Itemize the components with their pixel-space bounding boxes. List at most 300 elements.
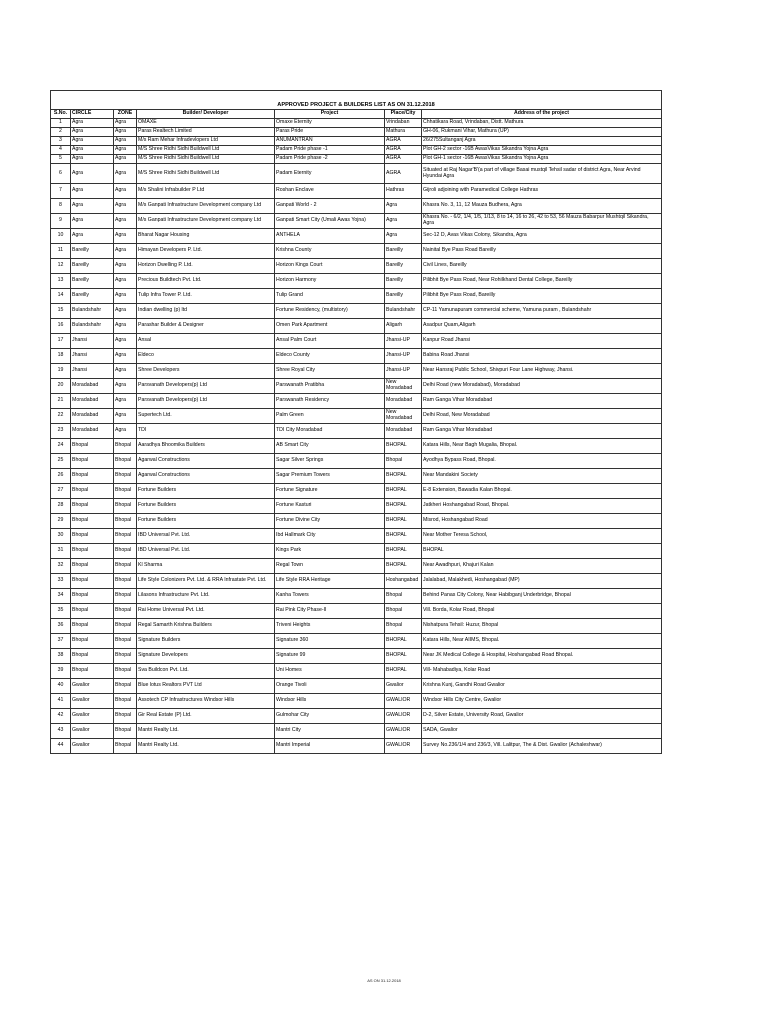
page-footer: AS ON 31.12.2018 <box>367 978 401 983</box>
cell-place: New Moradabad <box>385 409 422 424</box>
cell-project: AB Smart City <box>275 439 385 454</box>
table-row <box>51 634 662 649</box>
cell-place: Bhopal <box>385 589 422 604</box>
table-row <box>51 514 662 529</box>
cell-builder: M/s Ram Mehar Infradevlopers Ltd <box>137 137 275 146</box>
table-title: APPROVED PROJECT & BUILDERS LIST AS ON 31.12.2018 <box>50 90 662 109</box>
cell-sno: 14 <box>51 289 71 304</box>
table-row <box>51 649 662 664</box>
cell-project: Paras Pride <box>275 128 385 137</box>
cell-zone: Bhopal <box>114 739 137 754</box>
cell-project: Ansal Palm Court <box>275 334 385 349</box>
cell-place: BHOPAL <box>385 439 422 454</box>
cell-place: Jhansi-UP <box>385 364 422 379</box>
cell-place: Aligarh <box>385 319 422 334</box>
cell-project: Orange Tivoli <box>275 679 385 694</box>
cell-project: Horizon Kings Court <box>275 259 385 274</box>
cell-circle: Bhopal <box>71 634 114 649</box>
cell-place: Bhopal <box>385 604 422 619</box>
cell-zone: Agra <box>114 409 137 424</box>
cell-zone: Bhopal <box>114 679 137 694</box>
cell-sno: 36 <box>51 619 71 634</box>
cell-project: Mantri Imperial <box>275 739 385 754</box>
cell-circle: Jhansi <box>71 334 114 349</box>
table-row <box>51 199 662 214</box>
cell-place: AGRA <box>385 164 422 184</box>
cell-zone: Bhopal <box>114 634 137 649</box>
cell-circle: Bhopal <box>71 529 114 544</box>
cell-address: Ram Ganga Vihar Moradabad <box>422 424 662 439</box>
cell-circle: Moradabad <box>71 424 114 439</box>
cell-place: AGRA <box>385 155 422 164</box>
cell-sno: 30 <box>51 529 71 544</box>
cell-address: Babina Road Jhansi <box>422 349 662 364</box>
cell-place: BHOPAL <box>385 649 422 664</box>
cell-zone: Bhopal <box>114 454 137 469</box>
cell-project: Tulip Grand <box>275 289 385 304</box>
cell-address: Khasra No. - 6/2, 1/4, 1/5, 1/13, 8 to 14, 16 to 26, 42 to 53, 56 Mauza Babarpur Mushtqil Sikandra, Agra <box>422 214 662 229</box>
cell-sno: 19 <box>51 364 71 379</box>
column-header-place: Place/City <box>385 110 422 119</box>
cell-zone: Agra <box>114 128 137 137</box>
table-row <box>51 229 662 244</box>
cell-zone: Bhopal <box>114 709 137 724</box>
cell-builder: Sva Buildcon Pvt. Ltd. <box>137 664 275 679</box>
table-row <box>51 364 662 379</box>
cell-circle: Bhopal <box>71 619 114 634</box>
cell-address: Misrod, Hoshangabad Road <box>422 514 662 529</box>
cell-circle: Agra <box>71 137 114 146</box>
cell-address: Vill- Mahabadiya, Kolar Road <box>422 664 662 679</box>
cell-builder: Blue lotus Realtors PVT Ltd <box>137 679 275 694</box>
cell-circle: Bhopal <box>71 454 114 469</box>
cell-address: Near Mother Teresa School, <box>422 529 662 544</box>
table-row <box>51 214 662 229</box>
cell-builder: M/s Ganpati Infrastructure Development company Ltd <box>137 214 275 229</box>
cell-address: D-2, Silver Estate, University Road, Gwalior <box>422 709 662 724</box>
cell-project: Fortune Residency, (multistory) <box>275 304 385 319</box>
table-row <box>51 529 662 544</box>
cell-address: Khasra No. 3, 11, 12 Mauza Budhera, Agra <box>422 199 662 214</box>
cell-zone: Agra <box>114 146 137 155</box>
cell-address: Pilibhit Bye Pass Road, Near Rohilkhand Dental College, Bareilly <box>422 274 662 289</box>
cell-sno: 40 <box>51 679 71 694</box>
cell-circle: Bulandshahr <box>71 304 114 319</box>
table-row <box>51 589 662 604</box>
cell-circle: Agra <box>71 155 114 164</box>
column-header-address: Address of the project <box>422 110 662 119</box>
cell-address: Near Awadhpuri, Khajuri Kalan <box>422 559 662 574</box>
cell-zone: Agra <box>114 424 137 439</box>
cell-circle: Bhopal <box>71 439 114 454</box>
cell-project: Ibd Hallmark City <box>275 529 385 544</box>
cell-zone: Agra <box>114 155 137 164</box>
cell-sno: 1 <box>51 119 71 128</box>
cell-place: Jhansi-UP <box>385 334 422 349</box>
cell-sno: 18 <box>51 349 71 364</box>
cell-zone: Bhopal <box>114 469 137 484</box>
cell-project: Krishna County <box>275 244 385 259</box>
cell-zone: Agra <box>114 137 137 146</box>
cell-address: Situated at Raj Nagar'B'(a part of village Basai mustqil Tehsil sadar of district Agra, Near Arvind Hyundai Agra <box>422 164 662 184</box>
cell-sno: 34 <box>51 589 71 604</box>
cell-circle: Bhopal <box>71 514 114 529</box>
cell-builder: Assotech CP Infrastructures Windsor Hills <box>137 694 275 709</box>
table-row <box>51 709 662 724</box>
table-row <box>51 724 662 739</box>
cell-project: Rai Pink City Phase-II <box>275 604 385 619</box>
cell-sno: 10 <box>51 229 71 244</box>
cell-address: Krishna Kunj, Gandhi Road Gwalior <box>422 679 662 694</box>
cell-place: Bareilly <box>385 289 422 304</box>
cell-sno: 8 <box>51 199 71 214</box>
cell-sno: 2 <box>51 128 71 137</box>
cell-zone: Bhopal <box>114 439 137 454</box>
cell-builder: Mantri Realty Ltd. <box>137 739 275 754</box>
table-row <box>51 128 662 137</box>
cell-place: BHOPAL <box>385 469 422 484</box>
table-row <box>51 379 662 394</box>
cell-circle: Bhopal <box>71 604 114 619</box>
cell-builder: Eldeco <box>137 349 275 364</box>
cell-zone: Agra <box>114 334 137 349</box>
cell-zone: Agra <box>114 199 137 214</box>
cell-zone: Bhopal <box>114 724 137 739</box>
cell-sno: 3 <box>51 137 71 146</box>
cell-address: SADA, Gwalior <box>422 724 662 739</box>
cell-place: BHOPAL <box>385 499 422 514</box>
cell-address: Kanpur Road Jhansi <box>422 334 662 349</box>
cell-place: BHOPAL <box>385 529 422 544</box>
cell-address: Behind Panas City Colony, Near Habibganj Underbridge, Bhopal <box>422 589 662 604</box>
cell-address: Sec-12 D, Avas Vikas Colony, Sikandra, Agra <box>422 229 662 244</box>
cell-builder: Fortune Builders <box>137 499 275 514</box>
cell-place: AGRA <box>385 137 422 146</box>
table-row <box>51 319 662 334</box>
cell-builder: M/s Shalini Infrabuilder P Ltd <box>137 184 275 199</box>
cell-place: Bhopal <box>385 619 422 634</box>
cell-circle: Agra <box>71 229 114 244</box>
cell-builder: Supertech Ltd. <box>137 409 275 424</box>
cell-address: Near JK Medical College & Hospital, Hoshangabad Road Bhopal. <box>422 649 662 664</box>
cell-place: Bulandshahr <box>385 304 422 319</box>
column-header-zone: ZONE <box>114 110 137 119</box>
cell-builder: Precious Buildtech Pvt. Ltd. <box>137 274 275 289</box>
cell-builder: Fortune Builders <box>137 514 275 529</box>
cell-address: Delhi Road (new Moradabad), Moradabad <box>422 379 662 394</box>
cell-project: Palm Green <box>275 409 385 424</box>
cell-place: GWALIOR <box>385 694 422 709</box>
column-header-sno: S.No. <box>51 110 71 119</box>
cell-project: ANTHELA <box>275 229 385 244</box>
cell-zone: Bhopal <box>114 484 137 499</box>
cell-project: Horizon Harmony <box>275 274 385 289</box>
cell-builder: Agarwal Constructions <box>137 454 275 469</box>
cell-sno: 33 <box>51 574 71 589</box>
cell-zone: Bhopal <box>114 514 137 529</box>
cell-circle: Bareilly <box>71 289 114 304</box>
cell-zone: Agra <box>114 274 137 289</box>
cell-sno: 27 <box>51 484 71 499</box>
cell-zone: Agra <box>114 319 137 334</box>
cell-project: Roshan Enclave <box>275 184 385 199</box>
cell-sno: 35 <box>51 604 71 619</box>
cell-place: BHOPAL <box>385 514 422 529</box>
cell-address: Katara Hills, Near AIIMS, Bhopal. <box>422 634 662 649</box>
table-row <box>51 544 662 559</box>
cell-project: Kings Park <box>275 544 385 559</box>
cell-builder: M/S Shree Ridhi Sidhi Buildwell Ltd <box>137 146 275 155</box>
cell-sno: 22 <box>51 409 71 424</box>
cell-sno: 24 <box>51 439 71 454</box>
table-row <box>51 664 662 679</box>
table-row <box>51 137 662 146</box>
cell-project: Windsor Hills <box>275 694 385 709</box>
cell-project: Mantri City <box>275 724 385 739</box>
table-row <box>51 559 662 574</box>
cell-project: Gulmohar City <box>275 709 385 724</box>
cell-zone: Agra <box>114 259 137 274</box>
cell-builder: Paras Realtech Limited <box>137 128 275 137</box>
cell-place: GWALIOR <box>385 724 422 739</box>
cell-builder: M/S Shree Ridhi Sidhi Buildwell Ltd <box>137 164 275 184</box>
cell-address: Jatkheri Hoshangabad Road, Bhopal. <box>422 499 662 514</box>
cell-place: BHOPAL <box>385 544 422 559</box>
cell-project: Padam Pride phase -2 <box>275 155 385 164</box>
cell-zone: Agra <box>114 164 137 184</box>
cell-sno: 23 <box>51 424 71 439</box>
cell-address: Plot GH-1 sector -16B AwasVikas Sikandra Yojna Agra <box>422 155 662 164</box>
cell-circle: Bulandshahr <box>71 319 114 334</box>
cell-circle: Moradabad <box>71 379 114 394</box>
cell-sno: 9 <box>51 214 71 229</box>
cell-circle: Jhansi <box>71 349 114 364</box>
cell-address: 26/275Sultanganj Agra <box>422 137 662 146</box>
cell-project: Uni Homes <box>275 664 385 679</box>
project-list-sheet <box>50 90 661 754</box>
cell-circle: Gwalior <box>71 694 114 709</box>
cell-builder: Horizon Dwelling P. Ltd. <box>137 259 275 274</box>
cell-zone: Bhopal <box>114 694 137 709</box>
cell-zone: Bhopal <box>114 619 137 634</box>
cell-project: Kanha Towers <box>275 589 385 604</box>
cell-builder: Bharat Nagar Housing <box>137 229 275 244</box>
cell-builder: Indian dwelling (p) ltd <box>137 304 275 319</box>
table-row <box>51 244 662 259</box>
cell-address: GH-06, Rukmani Vihar, Mathura (UP) <box>422 128 662 137</box>
cell-zone: Agra <box>114 304 137 319</box>
cell-sno: 15 <box>51 304 71 319</box>
cell-project: Padam Eternity <box>275 164 385 184</box>
cell-circle: Agra <box>71 128 114 137</box>
cell-place: Bhopal <box>385 454 422 469</box>
cell-place: Bareilly <box>385 274 422 289</box>
table-row <box>51 574 662 589</box>
cell-project: Parswanath Pratibha <box>275 379 385 394</box>
cell-builder: Signature Developers <box>137 649 275 664</box>
cell-project: Triveni Heights <box>275 619 385 634</box>
cell-project: Life Style RRA Heritage <box>275 574 385 589</box>
projects-table <box>50 90 662 754</box>
table-row <box>51 349 662 364</box>
cell-sno: 13 <box>51 274 71 289</box>
cell-place: Moradabad <box>385 394 422 409</box>
cell-sno: 29 <box>51 514 71 529</box>
cell-sno: 20 <box>51 379 71 394</box>
cell-zone: Bhopal <box>114 559 137 574</box>
cell-address: Vill. Borda, Kolar Road, Bhopal <box>422 604 662 619</box>
cell-address: Asadpur Quam,Aligarh <box>422 319 662 334</box>
cell-place: BHOPAL <box>385 634 422 649</box>
table-row <box>51 146 662 155</box>
cell-project: Signature 99 <box>275 649 385 664</box>
table-row <box>51 469 662 484</box>
table-row <box>51 604 662 619</box>
cell-address: CP-11 Yamunapuram commercial scheme, Yamuna puram , Bulandshahr <box>422 304 662 319</box>
cell-circle: Moradabad <box>71 394 114 409</box>
cell-builder: Rai Home Universal Pvt. Ltd. <box>137 604 275 619</box>
cell-sno: 38 <box>51 649 71 664</box>
cell-builder: IBD Universal Pvt. Ltd. <box>137 544 275 559</box>
cell-circle: Agra <box>71 199 114 214</box>
cell-address: Nishatpura Tehsil: Huzur, Bhopal <box>422 619 662 634</box>
cell-project: Eldeco County <box>275 349 385 364</box>
cell-builder: Fortune Builders <box>137 484 275 499</box>
cell-sno: 12 <box>51 259 71 274</box>
table-row <box>51 679 662 694</box>
cell-sno: 31 <box>51 544 71 559</box>
cell-builder: Agarwal Constructions <box>137 469 275 484</box>
cell-project: Parswanath Residency <box>275 394 385 409</box>
table-row <box>51 184 662 199</box>
cell-builder: M/s Ganpati Infrastructure Development company Ltd <box>137 199 275 214</box>
cell-circle: Bhopal <box>71 589 114 604</box>
cell-builder: Signature Builders <box>137 634 275 649</box>
cell-sno: 25 <box>51 454 71 469</box>
cell-builder: Life Style Colonizers Pvt. Ltd. & RRA Infrastate Pvt. Ltd. <box>137 574 275 589</box>
cell-place: Bareilly <box>385 259 422 274</box>
table-row <box>51 454 662 469</box>
cell-zone: Bhopal <box>114 544 137 559</box>
cell-builder: IBD Universal Pvt. Ltd. <box>137 529 275 544</box>
cell-circle: Agra <box>71 184 114 199</box>
cell-circle: Bhopal <box>71 559 114 574</box>
cell-circle: Bareilly <box>71 274 114 289</box>
cell-builder: Aaradhya Bhoomika Builders <box>137 439 275 454</box>
cell-project: Sagar Silver Springs <box>275 454 385 469</box>
cell-place: Jhansi-UP <box>385 349 422 364</box>
cell-builder: Parsvanath Developers(p) Ltd <box>137 394 275 409</box>
column-header-builder: Builder/ Developer <box>137 110 275 119</box>
cell-address: Delhi Road, New Moradabad <box>422 409 662 424</box>
cell-address: Plot GH-2 sector -16B AwasVikas Sikandra Yojna Agra <box>422 146 662 155</box>
cell-place: BHOPAL <box>385 664 422 679</box>
table-row <box>51 274 662 289</box>
cell-address: Chhatikara Road, Vrindaban, Distt. Mathura <box>422 119 662 128</box>
cell-circle: Bareilly <box>71 259 114 274</box>
cell-zone: Bhopal <box>114 589 137 604</box>
cell-project: Fortune Signature <box>275 484 385 499</box>
cell-builder: Ansal <box>137 334 275 349</box>
cell-zone: Agra <box>114 244 137 259</box>
cell-address: E-8 Extension, Bawadia Kalan Bhopal. <box>422 484 662 499</box>
cell-place: Hathras <box>385 184 422 199</box>
table-row <box>51 424 662 439</box>
cell-zone: Bhopal <box>114 499 137 514</box>
cell-place: Vrindaban <box>385 119 422 128</box>
cell-place: GWALIOR <box>385 709 422 724</box>
cell-builder: Lilasons Infrastructure Pvt. Ltd. <box>137 589 275 604</box>
cell-zone: Bhopal <box>114 649 137 664</box>
cell-circle: Jhansi <box>71 364 114 379</box>
cell-circle: Gwalior <box>71 724 114 739</box>
cell-address: Ram Ganga Vihar Moradabad <box>422 394 662 409</box>
header-row <box>51 110 662 119</box>
cell-project: Omen Park Apartment <box>275 319 385 334</box>
cell-address: Ayodhya Bypass Road, Bhopal. <box>422 454 662 469</box>
cell-builder: TDI <box>137 424 275 439</box>
cell-place: GWALIOR <box>385 739 422 754</box>
cell-address: Near Mandakini Society <box>422 469 662 484</box>
cell-project: Fortune Divine City <box>275 514 385 529</box>
cell-circle: Bhopal <box>71 469 114 484</box>
cell-circle: Gwalior <box>71 739 114 754</box>
cell-place: Mathura <box>385 128 422 137</box>
cell-place: Agra <box>385 229 422 244</box>
cell-sno: 16 <box>51 319 71 334</box>
cell-sno: 17 <box>51 334 71 349</box>
cell-zone: Bhopal <box>114 604 137 619</box>
cell-address: Windsor Hills City Centre, Gwalior <box>422 694 662 709</box>
cell-zone: Bhopal <box>114 664 137 679</box>
cell-circle: Agra <box>71 119 114 128</box>
cell-zone: Agra <box>114 364 137 379</box>
cell-builder: Shree Developers <box>137 364 275 379</box>
table-row <box>51 619 662 634</box>
cell-builder: Regal Samarth Krishna Builders <box>137 619 275 634</box>
table-row <box>51 439 662 454</box>
cell-project: Omaxe Eternity <box>275 119 385 128</box>
cell-sno: 42 <box>51 709 71 724</box>
cell-sno: 43 <box>51 724 71 739</box>
cell-sno: 41 <box>51 694 71 709</box>
cell-place: New Moradabad <box>385 379 422 394</box>
table-row <box>51 259 662 274</box>
cell-place: Moradabad <box>385 424 422 439</box>
cell-place: Agra <box>385 214 422 229</box>
cell-sno: 26 <box>51 469 71 484</box>
table-row <box>51 394 662 409</box>
cell-circle: Moradabad <box>71 409 114 424</box>
cell-sno: 7 <box>51 184 71 199</box>
cell-project: Ganpati Smart City (Umali Awas Yojna) <box>275 214 385 229</box>
cell-project: TDI City Moradabad <box>275 424 385 439</box>
cell-address: Gijroli adjoining with Paramedical College Hathras <box>422 184 662 199</box>
cell-address: Survey No.236/1/4 and 236/3, Vill. Lalitpur, The & Dist. Gwalior (Achaleshwar) <box>422 739 662 754</box>
cell-address: Nainital Bye Pass Road Bareilly <box>422 244 662 259</box>
cell-place: Gwalior <box>385 679 422 694</box>
cell-builder: Himayan Developers P. Ltd. <box>137 244 275 259</box>
cell-sno: 6 <box>51 164 71 184</box>
table-row <box>51 164 662 184</box>
table-row <box>51 304 662 319</box>
table-row <box>51 334 662 349</box>
cell-circle: Bhopal <box>71 484 114 499</box>
cell-circle: Bareilly <box>71 244 114 259</box>
cell-sno: 4 <box>51 146 71 155</box>
cell-zone: Bhopal <box>114 574 137 589</box>
cell-project: Regal Town <box>275 559 385 574</box>
